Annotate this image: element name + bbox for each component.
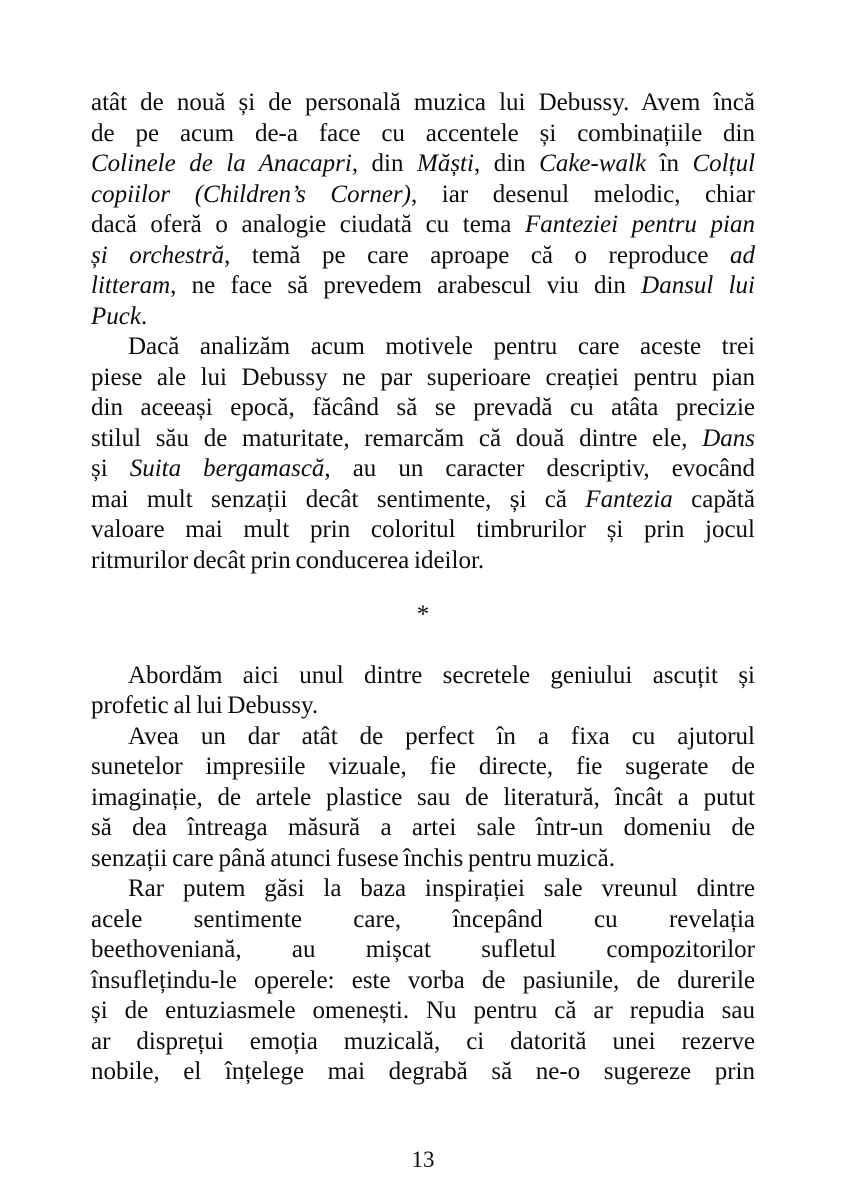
text-line: senzații care până atunci fusese închis pentru muzică. [91,844,615,872]
italic-title-text: Puck [91,302,141,330]
paragraph [91,332,755,576]
text-line: și orchestră, temă pe care aproape că o reproduce ad [91,241,755,269]
text-line: acele sentimente care, începând cu revelația [91,905,755,933]
text-line: Abordăm aici unul dintre secretele geniului ascuțit și [128,661,755,689]
italic-title-text: copiilor (Children’s Corner) [91,180,411,208]
text-line: Rar putem găsi la baza inspirației sale vreunul dintre [128,875,755,902]
text-line: nobile, el înțelege mai degrabă să ne-o sugereze prin [91,1058,755,1085]
text-line: de pe acum de-a face cu accentele și combinațiile din [91,119,755,147]
text-line: mai mult senzații decât sentimente, și că Fantezia capătă [91,485,755,513]
text-line: să dea întreaga măsură a artei sale într-un domeniu de [91,814,755,841]
paragraph [91,722,755,875]
page-text-block [91,0,755,1088]
italic-title-text: Măști [417,150,474,177]
paragraph [91,88,755,332]
text-line: imaginație, de artele plastice sau de literatură, încât a putut [91,783,755,811]
text-line: Dacă analizăm acum motivele pentru care aceste trei [128,333,755,360]
italic-title-text: litteram [91,272,171,299]
text-line: Puck. [91,302,148,330]
italic-title-text: Fanteziei pentru pian [525,211,756,238]
section-separator-asterisk: * [416,601,430,628]
text-line: ritmurilor decât prin conducerea ideilor. [91,546,485,574]
paragraph [91,874,755,1088]
page-footer [0,1146,846,1174]
paragraph [91,661,755,722]
text-line: ar disprețui emoția muzicală, ci datorită unei rezerve [91,1027,755,1055]
text-line: Avea un dar atât de perfect în a fixa cu ajutorul [128,722,755,750]
text-line: profetic al lui Debussy. [91,692,319,719]
text-line: valoare mai mult prin coloritul timbrurilor și prin jocul [91,516,755,543]
italic-title-text: ad [730,241,755,269]
text-line: însuflețindu-le operele: este vorba de pasiunile, de durerile [91,966,755,994]
text-line: și Suita bergamască, au un caracter descriptiv, evocând [91,455,755,482]
italic-title-text: Dans [702,424,755,452]
text-line: Colinele de la Anacapri, din Măști, din Cake-walk în Colțul [91,150,756,177]
text-line: sunetelor impresiile vizuale, fie directe, fie sugerate de [91,753,755,780]
italic-title-text: Fantezia [585,485,673,513]
text-line: litteram, ne face să prevedem arabescul viu din Dansul lui [91,272,755,299]
text-line: piese ale lui Debussy ne par superioare creației pentru pian [91,363,755,391]
italic-title-text: Dansul lui [641,272,755,299]
italic-title-text: Colțul [692,150,756,177]
text-line: copiilor (Children’s Corner), iar desenul melodic, chiar [91,180,755,208]
italic-title-text: și orchestră [91,241,225,269]
text-line: atât de nouă și de personală muzica lui Debussy. Avem încă [91,89,755,116]
italic-title-text: Cake-walk [539,150,647,177]
italic-title-text: Suita bergamască [129,455,325,482]
page-number: 13 [411,1147,435,1172]
text-line: din aceeași epocă, făcând să se prevadă cu atâta precizie [91,394,755,421]
text-line: stilul său de maturitate, remarcăm că două dintre ele, Dans [91,424,755,452]
text-line: beethoveniană, au mișcat sufletul compozitorilor [91,936,755,963]
text-line: și de entuziasmele omenești. Nu pentru că ar repudia sau [91,997,755,1024]
text-line: dacă oferă o analogie ciudată cu tema Fanteziei pentru pian [91,211,756,238]
italic-title-text: Colinele de la Anacapri [91,150,352,177]
